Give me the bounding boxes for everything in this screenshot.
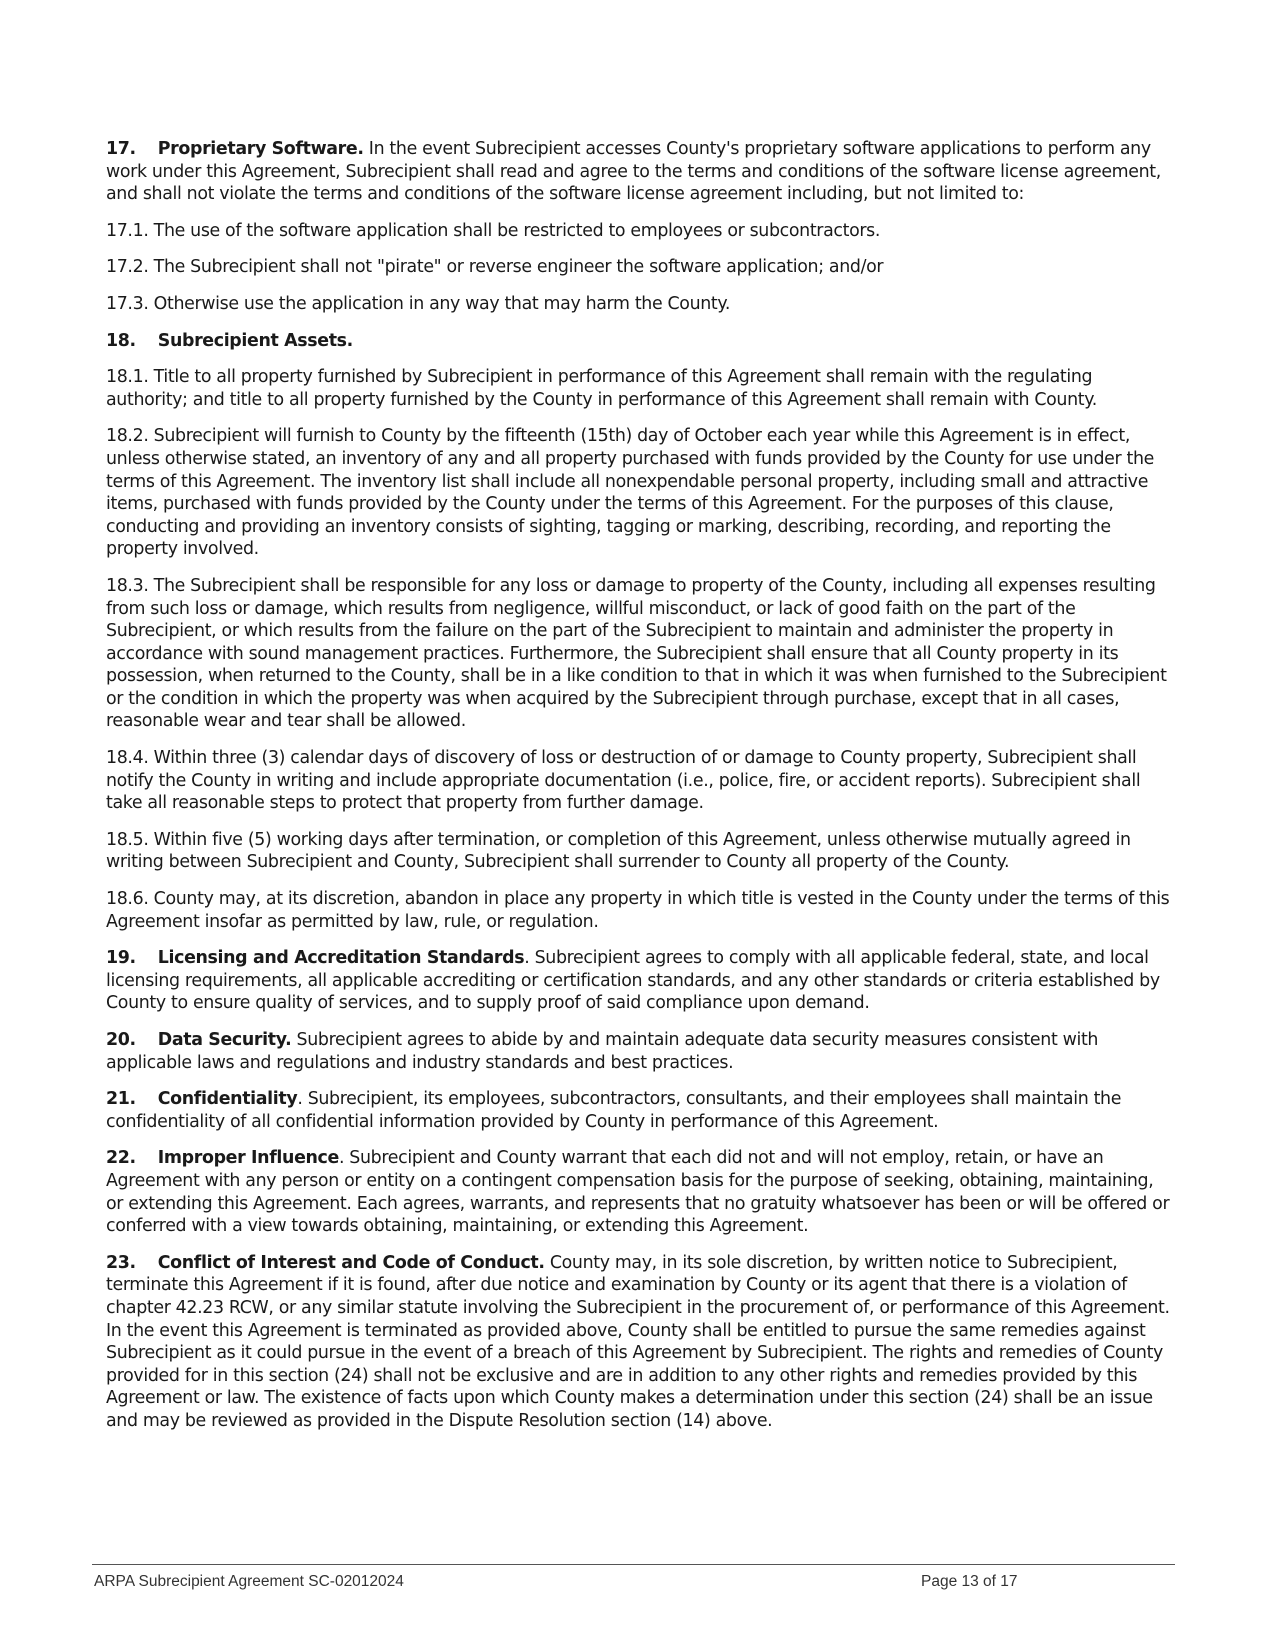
section-text: County may, in its sole discretion, by written notice to Subrecipient, terminate this Agreement if it is found, after due notice and examination by County or its agent that there is a violation of chapter 42.23 RCW, or any similar statute involving the Subrecipient in the procurement of, or performance of this Agreement. In the event this Agreement is terminated as provided above, County shall be entitled to pursue the same remedies against Subrecipient as it could pursue in the event of a breach of this Agreement by Subrecipient. The rights and remedies of County provided for in this section (24) shall not be exclusive and are in addition to any other rights and remedies provided by this Agreement or law. The existence of facts upon which County makes a determination under this section (24) shall be an issue and may be reviewed as provided in the Dispute Resolution section (14) above. [106,1252,1170,1431]
clause-18-5 [106,829,1174,874]
clause-number: 17.1. [106,220,149,241]
clause-number: 18.1. [106,367,149,388]
section-23 [106,1252,1174,1433]
clause-17-1 [106,220,1174,243]
clause-text: Title to all property furnished by Subrecipient in performance of this Agreement shall remain with the regulating authority; and title to all property furnished by the County in performance of this Agreement shall remain with County. [106,367,1097,410]
section-17 [106,138,1174,206]
section-text: . Subrecipient and County warrant that each did not and will not employ, retain, or have an Agreement with any person or entity on a contingent compensation basis for the purpose of seeking, obtaining, maintaining, or extending this Agreement. Each agrees, warrants, and represents that no gratuity whatsoever has been or will be offered or conferred with a view towards obtaining, maintaining, or extending this Agreement. [106,1148,1170,1237]
section-text: . Subrecipient, its employees, subcontractors, consultants, and their employees shall maintain the confidentiality of all confidential information provided by County in performance of this Agreement. [106,1089,1122,1132]
document-body [106,138,1174,1447]
section-20 [106,1029,1174,1074]
clause-text: The Subrecipient shall be responsible for any loss or damage to property of the County, including all expenses resulting from such loss or damage, which results from negligence, willful misconduct, or lack of good faith on the part of the Subrecipient, or which results from the failure on the part of the Subrecipient to maintain and administer the property in accordance with sound management practices. Furthermore, the Subrecipient shall ensure that all County property in its possession, when returned to the County, shall be in a like condition to that in which it was when furnished to the Subrecipient or the condition in which the property was when acquired by the Subrecipient through purchase, except that in all cases, reasonable wear and tear shall be allowed. [106,575,1167,732]
section-number: 18. [106,330,136,351]
clause-number: 18.5. [106,829,149,850]
section-number: 20. [106,1030,136,1050]
section-title: Licensing and Accreditation Standards [157,948,525,969]
page-footer [92,1564,1175,1590]
clause-17-3 [106,293,1174,316]
section-number: 21. [106,1089,136,1110]
section-title: Conflict of Interest and Code of Conduct. [157,1252,545,1273]
clause-number: 18.2. [106,426,149,447]
section-21 [106,1088,1174,1133]
clause-number: 17.3. [106,293,149,314]
section-22 [106,1147,1174,1237]
section-title: Subrecipient Assets. [157,330,353,351]
section-18 [106,330,1174,353]
clause-text: Otherwise use the application in any way that may harm the County. [148,293,731,314]
section-number: 19. [106,948,136,969]
section-text: In the event Subrecipient accesses County's proprietary software applications to perform any work under this Agreement, Subrecipient shall read and agree to the terms and conditions of the software license agreement, and shall not violate the terms and conditions of the software license agreement including, but not limited to: [106,139,1161,205]
clause-text: The Subrecipient shall not "pirate" or reverse engineer the software application; and/or [148,257,884,278]
section-title: Improper Influence [157,1148,339,1169]
section-number: 17. [106,139,136,159]
section-number: 23. [106,1252,136,1273]
footer-document-title: ARPA Subrecipient Agreement SC-02012024 [94,1573,404,1590]
clause-number: 18.4. [106,748,149,769]
clause-17-2 [106,256,1174,279]
clause-text: The use of the software application shall be restricted to employees or subcontractors. [148,220,881,241]
section-title: Proprietary Software. [157,139,364,159]
clause-18-4 [106,747,1174,815]
clause-number: 18.3. [106,575,149,596]
section-title: Data Security. [157,1030,292,1050]
clause-number: 17.2. [106,257,149,278]
clause-18-1 [106,366,1174,411]
clause-text: Within three (3) calendar days of discovery of loss or destruction of or damage to County property, Subrecipient shall notify the County in writing and include appropriate documentation (i.e., police, fire, or accident reports). Subrecipient shall take all reasonable steps to protect that property from further damage. [106,748,1141,814]
section-text: . Subrecipient agrees to comply with all applicable federal, state, and local licensing requirements, all applicable accrediting or certification standards, and any other standards or criteria established by County to ensure quality of services, and to supply proof of said compliance upon demand. [106,948,1160,1014]
clause-text: Within five (5) working days after termination, or completion of this Agreement, unless otherwise mutually agreed in writing between Subrecipient and County, Subrecipient shall surrender to County all property of the County. [106,829,1131,873]
section-number: 22. [106,1148,136,1169]
footer-page-number: Page 13 of 17 [921,1573,1018,1590]
section-19 [106,947,1174,1015]
clause-text: Subrecipient will furnish to County by the fifteenth (15th) day of October each year while this Agreement is in effect, unless otherwise stated, an inventory of any and all property purchased with funds provided by the County for use under the terms of this Agreement. The inventory list shall include all nonexpendable personal property, including small and attractive items, purchased with funds provided by the County under the terms of this Agreement. For the purposes of this clause, conducting and providing an inventory consists of sighting, tagging or marking, describing, recording, and reporting the property involved. [106,426,1154,560]
section-title: Confidentiality [157,1089,298,1110]
clause-18-3 [106,575,1174,733]
clause-number: 18.6. [106,889,149,910]
clause-18-2 [106,425,1174,561]
clause-text: County may, at its discretion, abandon in place any property in which title is vested in the County under the terms of this Agreement insofar as permitted by law, rule, or regulation. [106,889,1170,932]
clause-18-6 [106,888,1174,933]
section-text: Subrecipient agrees to abide by and maintain adequate data security measures consistent with applicable laws and regulations and industry standards and best practices. [106,1030,1099,1073]
